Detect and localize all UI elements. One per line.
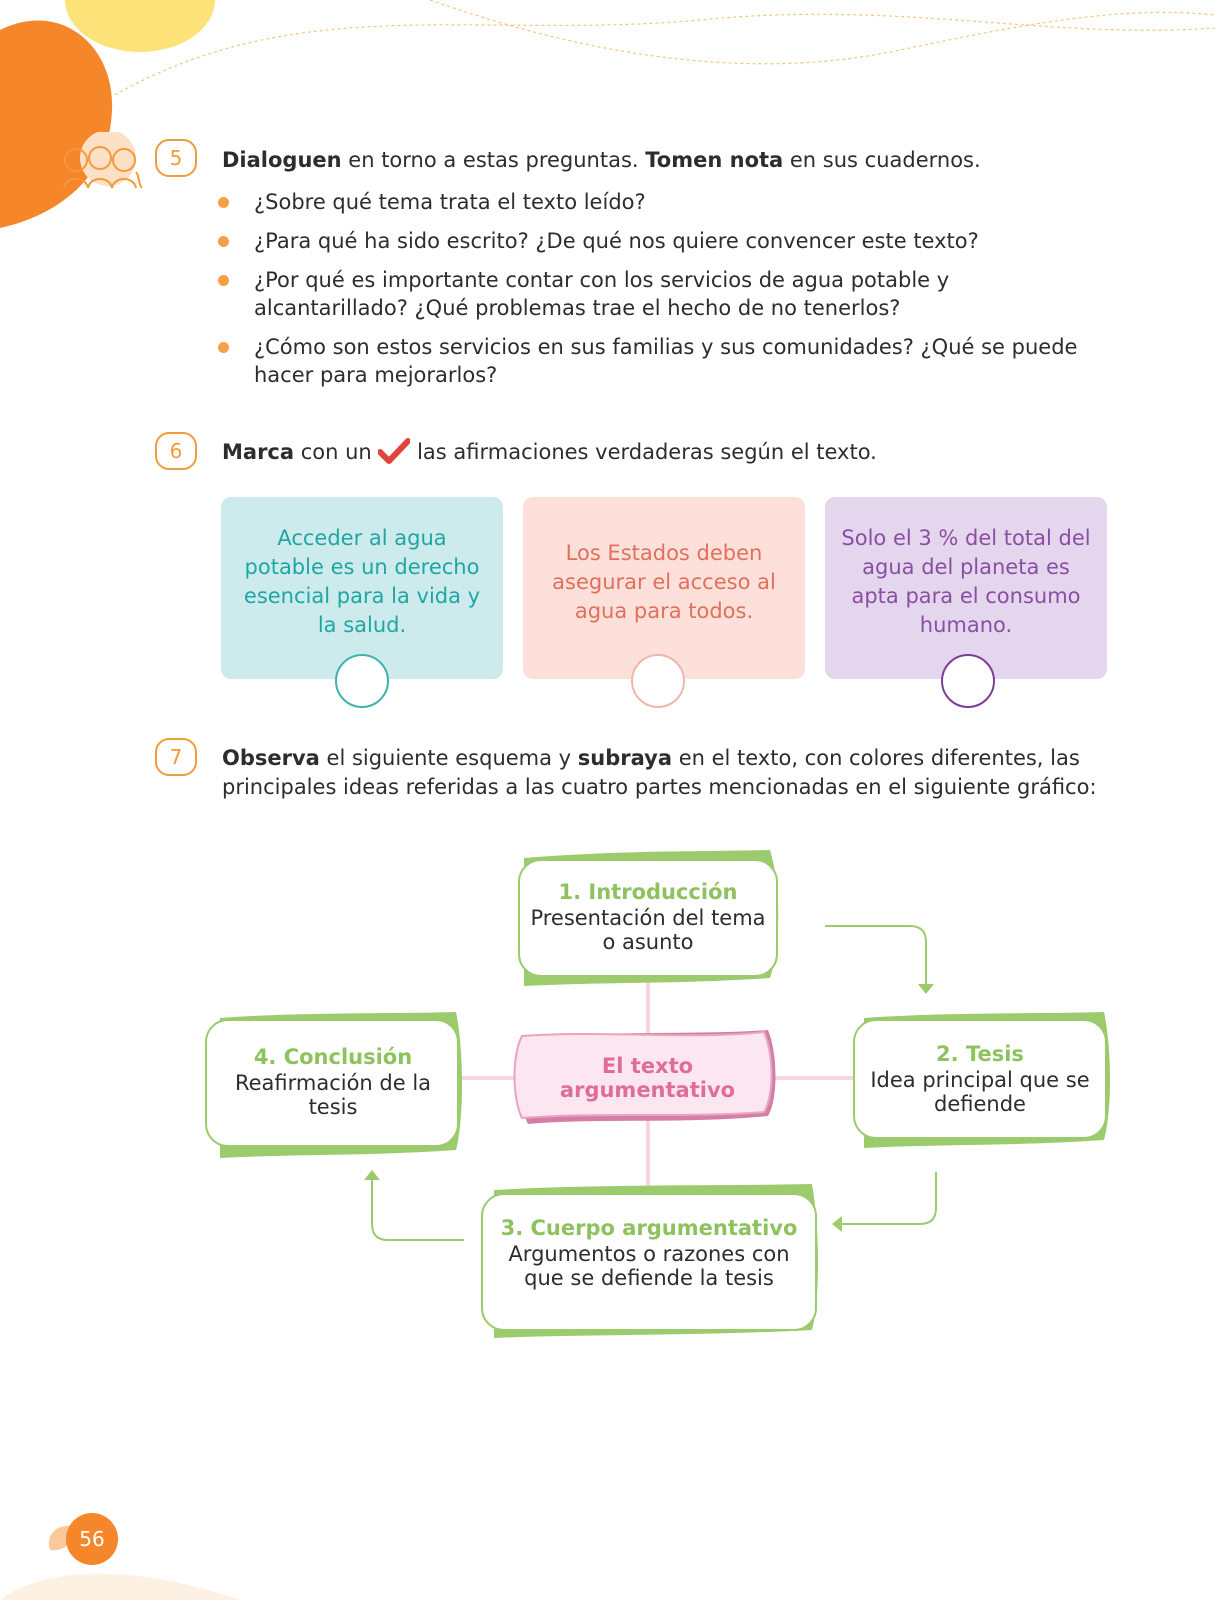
instruction-strong: Observa <box>222 746 320 770</box>
instruction-text: en sus cuadernos. <box>783 148 981 172</box>
instruction-text: el siguiente esquema y <box>319 746 578 770</box>
statement-text: Acceder al agua potable es un derecho esencial para la vida y la salud. <box>243 526 481 637</box>
statement-text: Los Estados deben asegurar el acceso al agua para todos. <box>552 540 776 623</box>
instruction-text: con un <box>294 440 379 464</box>
node-description: Presentación del tema o asunto <box>530 906 766 954</box>
question-text: ¿Cómo son estos servicios en sus familias y sus comunidades? ¿Qué se puede hacer para mejorarlos? <box>254 335 1078 387</box>
instruction-text: las afirmaciones verdaderas según el texto. <box>410 440 877 464</box>
arrow-intro-to-tesis <box>825 926 926 984</box>
activity-5-number: 5 <box>155 139 197 177</box>
instruction-text: en el texto, con colores diferentes, las principales ideas referidas a las cuatro partes mencionadas en el siguiente gráfico: <box>222 746 1097 799</box>
instruction-strong: subraya <box>577 746 673 770</box>
node-title: 2. Tesis <box>936 1042 1024 1066</box>
activity-6-number: 6 <box>155 432 197 470</box>
question-text: ¿Por qué es importante contar con los servicios de agua potable y alcantarillado? ¿Qué problemas trae el hecho de no tenerlos? <box>254 268 950 320</box>
diagram-node-conclusion <box>224 1045 442 1119</box>
instruction-text: en torno a estas preguntas. <box>341 148 646 172</box>
node-title: 1. Introducción <box>558 880 738 904</box>
node-description: Argumentos o razones con que se defiende la tesis <box>508 1242 790 1290</box>
diagram-node-cuerpo-argumentativo <box>490 1216 808 1290</box>
question-text: ¿Sobre qué tema trata el texto leído? <box>254 190 646 214</box>
activity-7-number: 7 <box>155 738 197 776</box>
question-text: ¿Para qué ha sido escrito? ¿De qué nos quiere convencer este texto? <box>254 229 979 253</box>
node-description: Idea principal que se defiende <box>870 1068 1090 1116</box>
diagram-node-introduccion <box>523 880 773 954</box>
node-description: Reafirmación de la tesis <box>234 1071 432 1119</box>
instruction-strong: Dialoguen <box>222 148 342 172</box>
node-title: 4. Conclusión <box>253 1045 413 1069</box>
node-title: 3. Cuerpo argumentativo <box>500 1216 798 1240</box>
arrow-cuerpo-to-conclusion <box>372 1180 464 1240</box>
statement-text: Solo el 3 % del total del agua del planeta es apta para el consumo humano. <box>841 526 1091 637</box>
instruction-strong: Tomen nota <box>645 148 784 172</box>
instruction-strong: Marca <box>222 440 295 464</box>
page-number: 56 <box>66 1513 118 1565</box>
arrow-tesis-to-cuerpo <box>842 1172 936 1224</box>
diagram-center-label: El texto argumentativo <box>559 1054 736 1102</box>
diagram-node-tesis <box>862 1042 1098 1116</box>
